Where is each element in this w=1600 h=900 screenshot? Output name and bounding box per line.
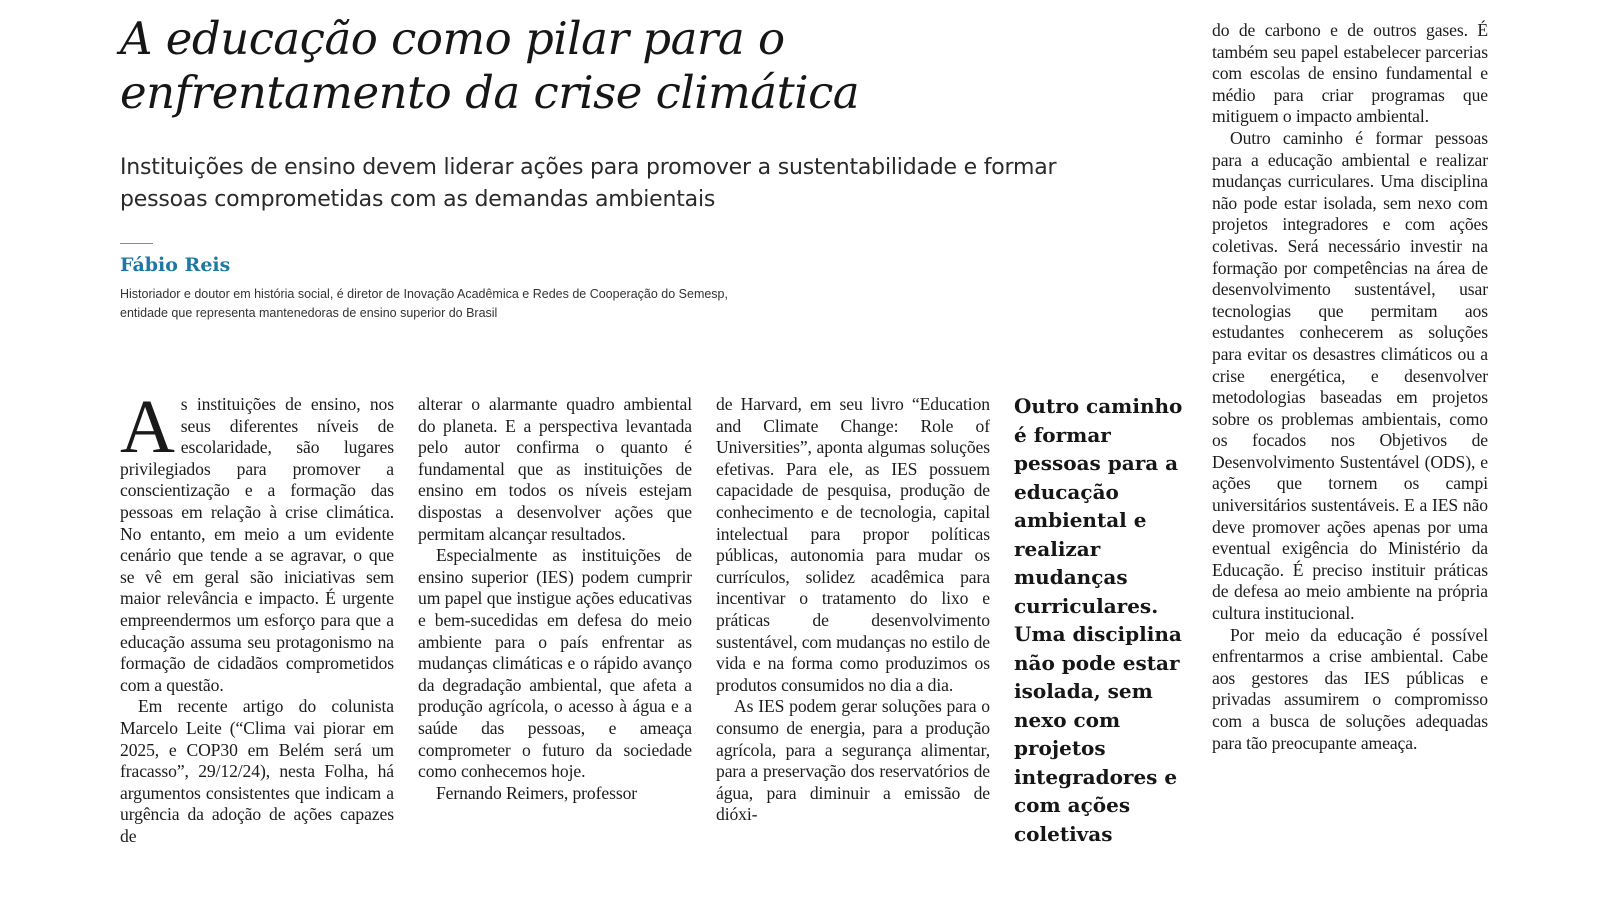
- body-column-5: [1212, 20, 1488, 888]
- author-divider: [120, 243, 153, 244]
- body-paragraph: do de carbono e de outros gases. É também seu papel estabelecer parcerias com escolas de ensino fundamental e médio para criar programas que mitiguem o impacto ambiental.: [1212, 20, 1488, 127]
- body-paragraph: Em recente artigo do colunista Marcelo Leite (“Clima vai piorar em 2025, e COP30 em Belém será um fracasso”, 29/12/24), nesta Folha, há argumentos consistentes que indicam a urgência da adoção de ações capazes de: [120, 696, 394, 846]
- body-column-1: [120, 394, 394, 884]
- body-paragraph: de Harvard, em seu livro “Education and Climate Change: Role of Universities”, aponta algumas soluções efetivas. Para ele, as IES possuem capacidade de pesquisa, produção de conhecimento e de tecnologia, capital intelectual para propor políticas públicas, autonomia para mudar os currículos, solidez acadêmica para incentivar o tratamento do lixo e práticas de desenvolvimento sustentável, com mudanças no estilo de vida e na forma como produzimos os produtos consumidos no dia a dia.: [716, 394, 990, 695]
- author-name: Fábio Reis: [120, 254, 231, 276]
- pull-quote: Outro caminho é formar pessoas para a educação ambiental e realizar mudanças curriculares. Uma disciplina não pode estar isolada, sem nexo com projetos integradores e com ações coletivas: [1014, 394, 1183, 846]
- body-paragraph: alterar o alarmante quadro ambiental do planeta. E a perspectiva levantada pelo autor confirma o quanto é fundamental que as instituições de ensino em todos os níveis estejam dispostas a desenvolver ações que permitam alcançar resultados.: [418, 394, 692, 544]
- article-standfirst: Instituições de ensino devem liderar ações para promover a sustentabilidade e formar pessoas comprometidas com as demandas ambientais: [120, 155, 1057, 212]
- body-paragraph: Outro caminho é formar pessoas para a educação ambiental e realizar mudanças curriculares. Uma disciplina não pode estar isolada, sem nexo com projetos integradores e com ações coletivas. Será necessário investir na formação por competências na área de desenvolvimento sustentável, usar tecnologias que permitam aos estudantes conhecerem as soluções para evitar os desastres climáticos ou a crise energética, e desenvolver metodologias baseadas em projetos sobre os problemas ambientais, como os focados nos Objetivos de Desenvolvimento Sustentável (ODS), e ações que tornem os campi universitários sustentáveis. E a IES não deve promover ações apenas por uma eventual exigência do Ministério da Educação. É preciso instituir práticas de defesa ao meio ambiente na própria cultura institucional.: [1212, 127, 1488, 624]
- body-paragraph: Fernando Reimers, professor: [436, 782, 638, 803]
- body-paragraph: [120, 394, 394, 696]
- body-column-3: [716, 394, 990, 884]
- body-paragraph: As IES podem gerar soluções para o consumo de energia, para a produção agrícola, para a segurança alimentar, para a preservação dos reservatórios de água, para diminuir a emissão de dióxi-: [716, 696, 990, 825]
- body-paragraph: Especialmente as instituições de ensino superior (IES) podem cumprir um papel que instigue ações educativas e bem-sucedidas em defesa do meio ambiente para o país enfrentar as mudanças climáticas e o rápido avanço da degradação ambiental, que afeta a produção agrícola, o acesso à água e a saúde das pessoas, e ameaça comprometer o futuro da sociedade como conhecemos hoje.: [418, 545, 692, 782]
- author-bio: Historiador e doutor em história social, é diretor de Inovação Acadêmica e Redes de Cooperação do Semesp, entidade que representa mantenedoras de ensino superior do Brasil: [120, 287, 728, 320]
- drop-cap: A: [120, 394, 175, 469]
- body-paragraph-text: s instituições de ensino, nos seus diferentes níveis de escolaridade, são lugares privilegiados para promover a conscientização e a formação das pessoas em relação à crise climática. No entanto, em meio a um evidente cenário que tende a se agravar, o que se vê em geral são iniciativas sem maior relevância e impacto. É urgente empreendermos um esforço para que a educação assuma seu protagonismo na formação de cidadãos comprometidos com a questão.: [120, 394, 394, 695]
- body-column-2: [418, 394, 692, 884]
- article-headline: A educação como pilar para o enfrentamento da crise climática: [120, 12, 860, 119]
- body-paragraph: Por meio da educação é possível enfrentarmos a crise ambiental. Cabe aos gestores das IES públicas e privadas assumirem o compromisso com a busca de soluções adequadas para tão preocupante ameaça.: [1212, 624, 1488, 753]
